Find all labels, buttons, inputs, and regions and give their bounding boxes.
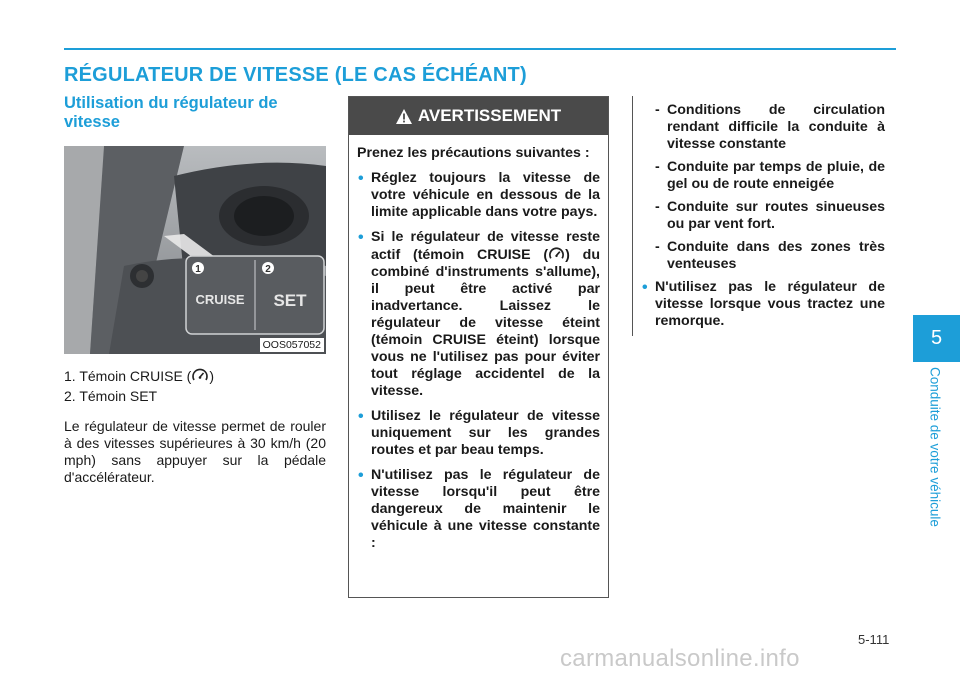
- indicator-item-cruise-close: ): [209, 368, 215, 384]
- warning-intro: Prenez les précautions suivantes :: [357, 145, 590, 161]
- warning-bullet-highways: • Utilisez le régulateur de vitesse uniquement sur les grandes routes et par beau temps.: [371, 408, 600, 459]
- page-number: 5-111: [858, 632, 890, 647]
- set-indicator-label: SET: [273, 291, 307, 310]
- header-rule: [64, 48, 896, 50]
- subheading: [64, 94, 326, 132]
- callout-2: 2: [265, 264, 271, 275]
- warning-title: AVERTISSEMENT: [417, 106, 562, 125]
- chapter-title: Conduite de votre véhicule: [927, 367, 943, 527]
- indicator-list: [64, 366, 326, 406]
- left-column: [64, 94, 326, 486]
- cruise-indicator-icon: [191, 367, 209, 385]
- cruise-indicator-label: CRUISE: [195, 292, 245, 307]
- indicator-item-set: 2. Témoin SET: [64, 388, 158, 404]
- body-paragraph: Le régulateur de vitesse permet de rouler à des vitesses supérieures à 30 km/h (20 mph) sans appuyer sur la pédale d'accélérateur.: [64, 418, 326, 485]
- indicator-item-cruise-text: 1. Témoin CRUISE (: [64, 368, 192, 384]
- callout-1: 1: [195, 264, 201, 275]
- right-column: [632, 96, 895, 336]
- warning-bullet-cruise-active-b: ) du combiné d'instruments s'allume), il peut être activé par inadvertance. Laissez le régulateur de vitesse éteint (témoin CRUISE éteint) lorsque vous ne l'utilisez pas pour éviter tout réglage accidentel de la vitesse.: [371, 247, 600, 399]
- photo-code: OOS057052: [260, 338, 324, 352]
- dashboard-photo: [64, 146, 326, 354]
- warning-bullet-trailer: • N'utilisez pas le régulateur de vitesse lorsque vous tractez une remorque.: [655, 279, 885, 330]
- warning-bullet-speed-limit: • Réglez toujours la vitesse de votre véhicule en dessous de la limite applicable dans votre pays.: [371, 170, 600, 221]
- indicator-item-cruise: [64, 366, 326, 386]
- condition-winding-roads: - Conduite sur routes sinueuses ou par vent fort.: [655, 199, 885, 233]
- subheading-line1: Utilisation du régulateur de: [64, 94, 278, 112]
- condition-traffic: - Conditions de circulation rendant difficile la conduite à vitesse constante: [655, 102, 885, 153]
- section-title: RÉGULATEUR DE VITESSE (LE CAS ÉCHÉANT): [64, 64, 527, 86]
- condition-weather: - Conduite par temps de pluie, de gel ou de route enneigée: [655, 159, 885, 193]
- warning-triangle-icon: [396, 109, 412, 124]
- warning-body: [349, 135, 608, 552]
- chapter-number-tab: 5: [913, 315, 960, 362]
- warning-bullet-cruise-active: [371, 229, 600, 400]
- warning-bullet-dangerous: • N'utilisez pas le régulateur de vitesse lorsqu'il peut être dangereux de maintenir le véhicule à une vitesse constante :: [371, 467, 600, 552]
- warning-header: [349, 97, 608, 135]
- condition-windy-areas: - Conduite dans des zones très venteuses: [655, 239, 885, 273]
- subheading-line2: vitesse: [64, 113, 120, 131]
- watermark: carmanualsonline.info: [560, 645, 800, 672]
- dashboard-illustration: [64, 146, 326, 354]
- warning-bullet-cruise-active-a: Si le régulateur de vitesse reste actif (témoin CRUISE (: [371, 229, 600, 263]
- warning-box: [348, 96, 609, 598]
- cruise-indicator-icon: [548, 246, 565, 263]
